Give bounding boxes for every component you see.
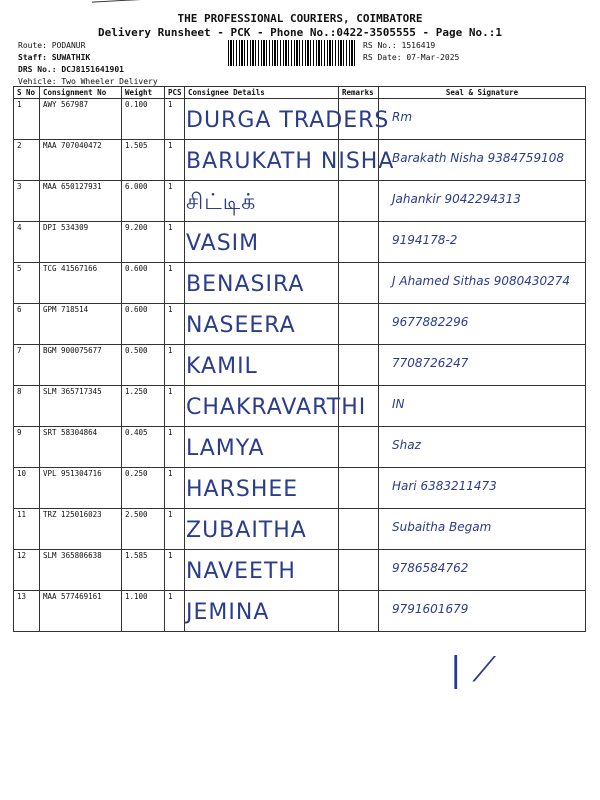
top-pen-stroke bbox=[92, 0, 152, 7]
handwritten-signature: Shaz bbox=[392, 438, 421, 452]
handwritten-consignee-name: KAMIL bbox=[186, 354, 258, 379]
cell-sno: 10 bbox=[14, 468, 40, 509]
route-label: Route: PODANUR bbox=[18, 41, 86, 50]
table-row bbox=[14, 304, 586, 345]
cell-weight: 9.200 bbox=[122, 222, 165, 263]
handwritten-consignee-name: CHAKRAVARTHI bbox=[186, 395, 367, 420]
runsheet-subtitle: Delivery Runsheet - PCK - Phone No.:0422-3505555 - Page No.:1 bbox=[98, 26, 502, 39]
cell-pcs: 1 bbox=[165, 550, 185, 591]
handwritten-signature: 9677882296 bbox=[392, 315, 469, 329]
cell-pcs: 1 bbox=[165, 345, 185, 386]
footer-handwritten-mark: | ⟋ bbox=[450, 650, 497, 690]
cell-consignment-no: MAA 577469161 bbox=[40, 591, 122, 632]
vehicle-label: Vehicle: Two Wheeler Delivery bbox=[18, 77, 158, 86]
cell-remarks bbox=[339, 550, 379, 591]
handwritten-consignee-name: BARUKATH NISHA bbox=[186, 149, 395, 174]
table-row bbox=[14, 468, 586, 509]
cell-sno: 9 bbox=[14, 427, 40, 468]
cell-remarks bbox=[339, 222, 379, 263]
table-row bbox=[14, 550, 586, 591]
handwritten-consignee-name: சிட்டிக் bbox=[186, 190, 257, 215]
cell-pcs: 1 bbox=[165, 222, 185, 263]
handwritten-signature: J Ahamed Sithas 9080430274 bbox=[392, 274, 571, 288]
cell-consignment-no: VPL 951304716 bbox=[40, 468, 122, 509]
cell-weight: 1.505 bbox=[122, 140, 165, 181]
cell-weight: 1.100 bbox=[122, 591, 165, 632]
cell-sno: 1 bbox=[14, 99, 40, 140]
cell-weight: 1.585 bbox=[122, 550, 165, 591]
handwritten-consignee-name: ZUBAITHA bbox=[186, 518, 307, 543]
cell-pcs: 1 bbox=[165, 140, 185, 181]
cell-weight: 0.250 bbox=[122, 468, 165, 509]
handwritten-signature: 9791601679 bbox=[392, 602, 469, 616]
handwritten-consignee-name: DURGA TRADERS bbox=[186, 108, 390, 133]
cell-remarks bbox=[339, 181, 379, 222]
cell-weight: 0.405 bbox=[122, 427, 165, 468]
cell-sno: 3 bbox=[14, 181, 40, 222]
handwritten-consignee-name: JEMINA bbox=[186, 600, 270, 625]
cell-consignment-no: MAA 650127931 bbox=[40, 181, 122, 222]
cell-remarks bbox=[339, 468, 379, 509]
handwritten-signature: 9786584762 bbox=[392, 561, 469, 575]
col-sno: S No bbox=[14, 87, 40, 99]
cell-sno: 5 bbox=[14, 263, 40, 304]
col-signature: Seal & Signature bbox=[379, 87, 586, 99]
cell-pcs: 1 bbox=[165, 509, 185, 550]
barcode bbox=[228, 40, 356, 66]
handwritten-signature: Jahankir 9042294313 bbox=[392, 192, 521, 206]
handwritten-consignee-name: NAVEETH bbox=[186, 559, 296, 584]
cell-weight: 0.100 bbox=[122, 99, 165, 140]
cell-sno: 13 bbox=[14, 591, 40, 632]
col-remarks: Remarks bbox=[339, 87, 379, 99]
table-row bbox=[14, 345, 586, 386]
table-row bbox=[14, 591, 586, 632]
cell-pcs: 1 bbox=[165, 591, 185, 632]
handwritten-consignee-name: HARSHEE bbox=[186, 477, 299, 502]
table-row bbox=[14, 427, 586, 468]
handwritten-consignee-name: BENASIRA bbox=[186, 272, 305, 297]
cell-consignment-no: MAA 707040472 bbox=[40, 140, 122, 181]
cell-remarks bbox=[339, 304, 379, 345]
route-info bbox=[18, 40, 158, 88]
rs-date: RS Date: 07-Mar-2025 bbox=[363, 53, 460, 62]
staff-label: Staff: SUWATHIK bbox=[18, 53, 91, 62]
cell-consignment-no: TRZ 125016023 bbox=[40, 509, 122, 550]
cell-weight: 6.000 bbox=[122, 181, 165, 222]
handwritten-signature: Barakath Nisha 9384759108 bbox=[392, 151, 564, 165]
handwritten-signature: Subaitha Begam bbox=[392, 520, 492, 534]
handwritten-signature: Hari 6383211473 bbox=[392, 479, 497, 493]
cell-remarks bbox=[339, 591, 379, 632]
cell-consignment-no: AWY 567987 bbox=[40, 99, 122, 140]
handwritten-signature: Rm bbox=[392, 110, 413, 124]
col-consignment: Consignment No bbox=[40, 87, 122, 99]
handwritten-consignee-name: NASEERA bbox=[186, 313, 296, 338]
cell-sno: 7 bbox=[14, 345, 40, 386]
cell-pcs: 1 bbox=[165, 468, 185, 509]
cell-weight: 0.600 bbox=[122, 304, 165, 345]
cell-sno: 11 bbox=[14, 509, 40, 550]
cell-consignment-no: DPI 534309 bbox=[40, 222, 122, 263]
cell-consignment-no: BGM 900075677 bbox=[40, 345, 122, 386]
cell-consignment-no: SRT 58304864 bbox=[40, 427, 122, 468]
col-consignee: Consignee Details bbox=[185, 87, 339, 99]
cell-signature bbox=[379, 386, 586, 427]
company-title: THE PROFESSIONAL COURIERS, COIMBATORE bbox=[177, 12, 423, 25]
cell-consignment-no: TCG 41567166 bbox=[40, 263, 122, 304]
cell-weight: 1.250 bbox=[122, 386, 165, 427]
drs-label: DRS No.: DCJ8151641901 bbox=[18, 65, 124, 74]
cell-sno: 6 bbox=[14, 304, 40, 345]
cell-consignment-no: SLM 365717345 bbox=[40, 386, 122, 427]
cell-weight: 0.600 bbox=[122, 263, 165, 304]
cell-weight: 0.500 bbox=[122, 345, 165, 386]
cell-sno: 8 bbox=[14, 386, 40, 427]
cell-consignment-no: GPM 718514 bbox=[40, 304, 122, 345]
handwritten-consignee-name: VASIM bbox=[186, 231, 260, 256]
table-row bbox=[14, 222, 586, 263]
table-header-row bbox=[14, 87, 586, 99]
cell-sno: 12 bbox=[14, 550, 40, 591]
rs-number: RS No.: 1516419 bbox=[363, 41, 436, 50]
handwritten-signature: 9194178-2 bbox=[392, 233, 458, 247]
handwritten-consignee-name: LAMYA bbox=[186, 436, 265, 461]
cell-pcs: 1 bbox=[165, 181, 185, 222]
cell-remarks bbox=[339, 263, 379, 304]
cell-pcs: 1 bbox=[165, 263, 185, 304]
cell-pcs: 1 bbox=[165, 304, 185, 345]
handwritten-signature: 7708726247 bbox=[392, 356, 469, 370]
cell-sno: 4 bbox=[14, 222, 40, 263]
cell-pcs: 1 bbox=[165, 427, 185, 468]
handwritten-signature: IN bbox=[392, 397, 405, 411]
cell-sno: 2 bbox=[14, 140, 40, 181]
cell-weight: 2.500 bbox=[122, 509, 165, 550]
cell-remarks bbox=[339, 345, 379, 386]
col-weight: Weight bbox=[122, 87, 165, 99]
cell-consignment-no: SLM 365806638 bbox=[40, 550, 122, 591]
rs-info bbox=[363, 40, 459, 64]
col-pcs: PCS bbox=[165, 87, 185, 99]
cell-remarks bbox=[339, 427, 379, 468]
cell-pcs: 1 bbox=[165, 386, 185, 427]
cell-pcs: 1 bbox=[165, 99, 185, 140]
cell-remarks bbox=[339, 509, 379, 550]
